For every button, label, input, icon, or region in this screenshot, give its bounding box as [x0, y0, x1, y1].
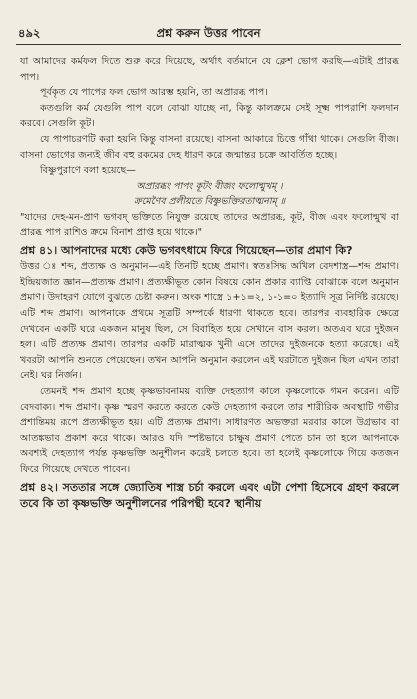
verse-line-2: ক্রমেণৈব প্রলীয়তে বিষ্ণুভক্তিরতাত্মনাম্ ॥ [133, 196, 286, 208]
question-41: প্রশ্ন ৪১। আপনাদের মধ্যে কেউ ভগবৎধামে ফিরে গিয়েছেন—তার প্রমাণ কি? [20, 243, 353, 257]
paragraph: পূর্বকৃত যে পাপের ফল ভোগ আরম্ভ হয়নি, তা অপ্রারব্ধ পাপ। [40, 87, 268, 99]
paragraph: কতগুলি কর্ম যেগুলি পাপ বলে বোঝা যাচ্ছে না, কিন্তু কালক্রমে সেই সূক্ষ্ম পাপরাশি ফলদান করবে। সেগুলি কূট। [20, 102, 399, 130]
verse-translation: "যাদের দেহ-মন-প্রাণ ভগবদ্ ভক্তিতে নিযুক্ত রয়েছে তাদের অপ্রারব্ধ, কূট, বীজ এবং ফলোন্মুখ বা প্রারব্ধ পাপ রাশিও ক্রমে বিনাশ প্রাপ্ত হয়ে থাকে।" [20, 211, 399, 239]
paragraph: যে পাপাচরণটি করা হয়নি কিন্তু বাসনা রয়েছে। বাসনা আকারে চিত্তে গাঁথা থাকে। সেগুলি বীজ। বাসনা ভোগের জন্যই জীব বহু রকমের দেহ ধারণ করে জন্মান্তর চক্রে আবর্তিত হচ্ছে। [20, 133, 399, 161]
page-header [16, 22, 401, 45]
answer-41-paragraph-1: উত্তর ঃ শব্দ, প্রত্যক্ষ ও অনুমান—এই তিনটি হচ্ছে প্রমাণ। স্বতঃসিদ্ধ অখিল বেদশাস্ত্র—শব্দ প্রমাণ। ইন্দ্রিয়জাত জ্ঞান—প্রত্যক্ষ প্রমাণ। প্রত্যক্ষীভূত কোন বিষয়ে কোন প্রকার ব্যাপ্তি বোঝাকে বলে অনুমান প্রমাণ। উদাহরণ যোগে বুঝতে চেষ্টা করুন। অংক শাস্ত্রে ১+১=২, ১-১=০ ইত্যাদি সূত্র নির্দিষ্ট রয়েছে। এটি শব্দ প্রমাণ। আপনাকে প্রথমে সূত্রটি সম্পর্কে ধারণা থাকতে হবে। তারপর ব্যবহারিক ক্ষেত্রে দেখবেন একটি ঘরে একজন মানুষ ছিল, সে বিবাহিত হয়ে সেখানে বাস করল। অতএব ঘরে দুইজন হল। এটি প্রত্যক্ষ প্রমাণ। তারপর একটি মারাত্মক খুনী এসে তাদের দুইজনকে হত্যা করেছে। এই খবরটা আপনি শুনতে পেয়েছেন। তখন আপনি অনুমান করলেন এই ঘরটাতে দুইজন ছিল এখন তারা নেই। ঘর নির্জন। [20, 261, 399, 382]
page-body [20, 54, 399, 513]
answer-41-paragraph-2: তেমনই শব্দ প্রমাণ হচ্ছে কৃষ্ণভাবনাময় ব্যক্তি দেহত্যাগ কালে কৃষ্ণলোকে গমন করেন। এটি বেদবাক্য। শব্দ প্রমাণ। কৃষ্ণ স্মরণ করতে করতে কেউ দেহত্যাগ করলে তার শারীরিক অবস্থাটি গভীর প্রশান্তিময় রূপে প্রত্যক্ষীভূত হয়। এটি প্রত্যক্ষ প্রমাণ। সাধারণত অভক্তরা মরবার কালে উগ্রভাব বা আতঙ্কভাব প্রকাশ করে থাকে। আরও যদি স্পষ্টভাবে চাক্ষুষ প্রমাণ পেতে চান তা হলে আপনাকে অবশ্যই দেহত্যাগ পর্যন্ত কৃষ্ণভক্তি অনুশীলন করেই চলতে হবে। তা হলেই কৃষ্ণলোকে গিয়ে কতজন ফিরে গিয়েছে দেখতে পাবেন। [20, 386, 399, 475]
question-42: প্রশ্ন ৪২। সততার সঙ্গে জ্যোতিষ শাস্ত্র চর্চা করলে এবং এটা পেশা হিসেবে গ্রহণ করলে তবে কি তা কৃষ্ণভক্তি অনুশীলনের পরিপন্থী হবে? স্থানীয় [20, 480, 399, 511]
running-title: প্রশ্ন করুন উত্তর পাবেন [156, 26, 261, 40]
page-number: ৪৯২ [18, 26, 41, 40]
paragraph: বিষ্ণুপুরাণে বলা হয়েছে— [40, 165, 136, 177]
paragraph: যা আমাদের কর্মফল দিতে শুরু করে দিয়েছে, অর্থাৎ বর্তমানে যে ক্লেশ ভোগ করছি—এটাই প্রারব্ধ পাপ। [20, 56, 399, 83]
verse-line-1: অপ্রারব্ধং পাপং কূটং বীজং ফলোন্মুখম্ । [136, 180, 283, 192]
